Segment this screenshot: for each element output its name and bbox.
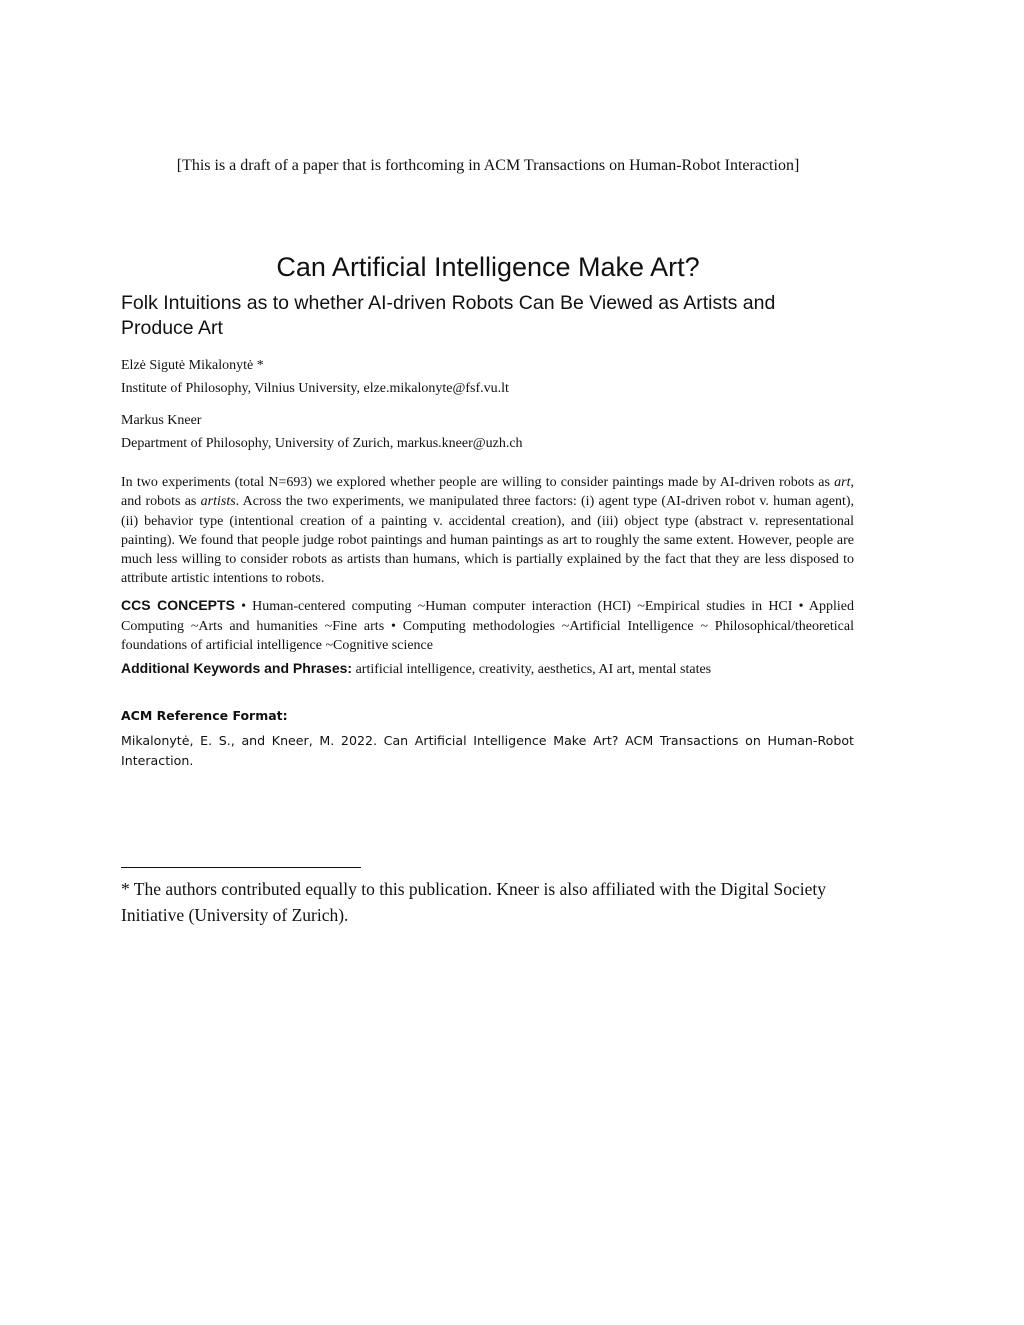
paper-subtitle: Folk Intuitions as to whether AI-driven Robots Can Be Viewed as Artists and Produce Art [121, 292, 776, 339]
abstract-text-1: In two experiments (total N=693) we explored whether people are willing to consider paintings made by AI-driven robots as [121, 475, 835, 490]
paper-title: Can Artificial Intelligence Make Art? [276, 252, 700, 282]
abstract-text-3: . Across the two experiments, we manipulated three factors: (i) agent type (AI-driven robot v. human agent), (ii) behavior type (intentional creation of a painting v. accidental creation), and (iii) object type (abstract v. representational painting). We found that people judge robot paintings and human paintings as art to roughly the same extent. However, people are much less willing to consider robots as artists than humans, which is partially explained by the fact that they are less disposed to attribute artistic intentions to robots. [121, 494, 854, 587]
abstract [121, 473, 854, 589]
author-1-affiliation: Institute of Philosophy, Vilnius University, elze.mikalonyte@fsf.vu.lt [121, 381, 509, 396]
author-1-name: Elzė Sigutė Mikalonytė * [121, 358, 264, 373]
author-2-name: Markus Kneer [121, 413, 202, 428]
author-2-affiliation: Department of Philosophy, University of Zurich, markus.kneer@uzh.ch [121, 436, 523, 451]
keywords [121, 659, 854, 679]
abstract-emphasis-artists: artists [200, 494, 236, 510]
draft-note: [This is a draft of a paper that is forthcoming in ACM Transactions on Human-Robot Interaction] [176, 157, 800, 174]
footnote: * The authors contributed equally to this publication. Kneer is also affiliated with the Digital Society Initiative (University of Zurich). [121, 879, 827, 925]
abstract-emphasis-art: art [834, 475, 851, 490]
reference-heading: ACM Reference Format: [121, 708, 288, 723]
ccs-text: • Human-centered computing ~Human computer interaction (HCI) ~Empirical studies in HCI • Applied Computing ~Arts and humanities ~Fine arts • Computing methodologies ~Artificial Intelligence ~ Philosophical/theoretical foundations of artificial intelligence ~Cognitive science [121, 599, 855, 653]
keywords-label: Additional Keywords and Phrases: [121, 660, 353, 676]
abstract-text-2: , and robots as [121, 475, 854, 510]
footnote-divider [121, 867, 361, 868]
ccs-label: CCS CONCEPTS [121, 597, 235, 613]
ccs-concepts [121, 596, 854, 656]
reference-text: Mikalonytė, E. S., and Kneer, M. 2022. Can Artificial Intelligence Make Art? ACM Transactions on Human-Robot Interaction. [121, 733, 854, 768]
keywords-text: artificial intelligence, creativity, aesthetics, AI art, mental states [352, 662, 712, 677]
